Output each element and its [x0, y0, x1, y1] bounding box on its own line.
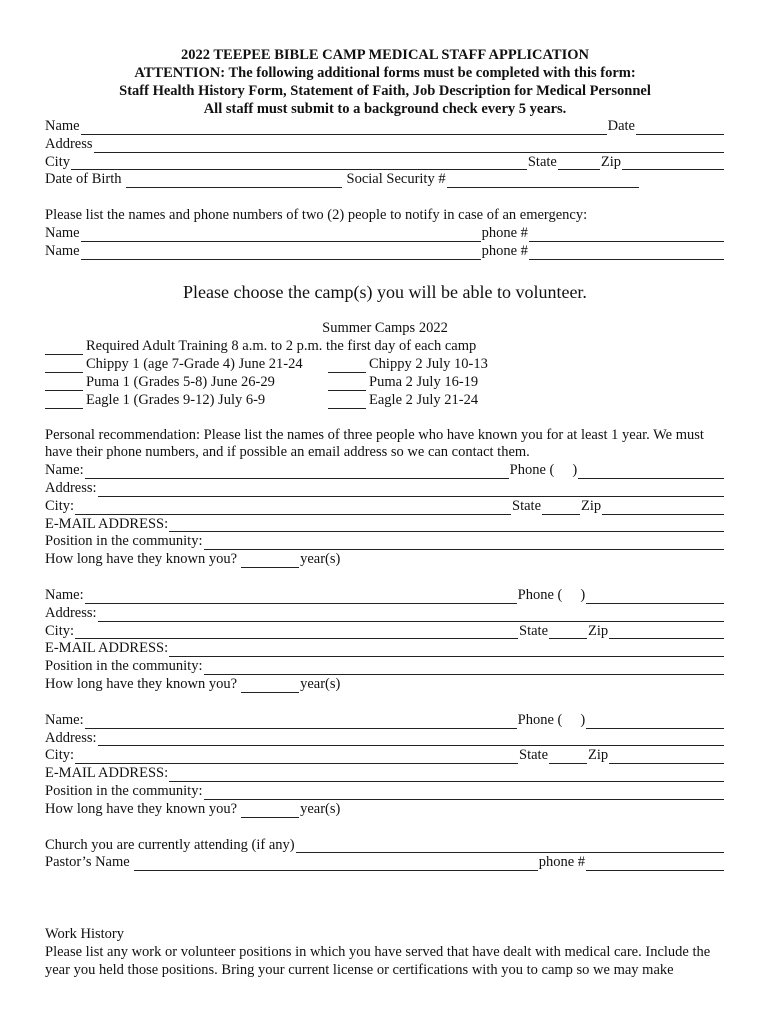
- eagle1-label: Eagle 1 (Grades 9-12) July 6-9: [86, 391, 266, 408]
- emergency-name-label: Name: [45, 224, 80, 241]
- ref-howlong-field[interactable]: [241, 679, 299, 693]
- ref-phone-field[interactable]: [586, 715, 724, 729]
- emergency-name-field[interactable]: [81, 228, 481, 242]
- ref-email-label: E-MAIL ADDRESS:: [45, 765, 169, 782]
- emergency-contact-row: [45, 225, 725, 243]
- ref-howlong-field[interactable]: [241, 554, 299, 568]
- ref-state-field[interactable]: [549, 750, 587, 764]
- pastor-phone-label: phone #: [538, 854, 586, 871]
- city-field[interactable]: [71, 156, 527, 170]
- attention-note: ATTENTION: The following additional forms must be completed with this form:: [134, 65, 636, 81]
- work-history-text: Please list any work or volunteer positions in which you have served that have dealt with medical care. Include the year you held those positions. Bring your current license or certifications with you to camp so we may make: [45, 943, 711, 978]
- name-field[interactable]: [81, 121, 607, 135]
- required-forms: Staff Health History Form, Statement of Faith, Job Description for Medical Personnel: [119, 83, 651, 99]
- state-label: State: [527, 153, 557, 170]
- pastor-row: [45, 854, 725, 872]
- training-label: Required Adult Training 8 a.m. to 2 p.m. the first day of each camp: [86, 337, 477, 354]
- ref-address-label: Address:: [45, 729, 97, 746]
- name-label: Name: [45, 118, 80, 134]
- applicant-name-row: [45, 118, 725, 136]
- ref-email-label: E-MAIL ADDRESS:: [45, 515, 169, 532]
- ref-phone-field[interactable]: [586, 590, 724, 604]
- ref-state-label: State: [519, 747, 549, 764]
- ref-position-label: Position in the community:: [45, 658, 203, 675]
- camp-choice-heading: Please choose the camp(s) you will be able to volunteer.: [183, 281, 587, 302]
- ref-zip-label: Zip: [588, 747, 609, 764]
- puma2-checkbox[interactable]: [328, 377, 366, 391]
- emergency-name-field[interactable]: [81, 246, 481, 260]
- ref-name-field[interactable]: [85, 715, 517, 729]
- ref-howlong-row: [45, 676, 725, 694]
- ref-howlong-label: How long have they known you?: [45, 551, 238, 568]
- ref-address-field[interactable]: [98, 732, 724, 746]
- ref-state-label: State: [512, 497, 542, 514]
- puma2-label: Puma 2 July 16-19: [369, 373, 479, 390]
- ref-city-row: [45, 747, 725, 765]
- ref-name-label: Name:: [45, 586, 84, 603]
- ref-email-row: [45, 765, 725, 783]
- puma1-label: Puma 1 (Grades 5-8) June 26-29: [86, 373, 275, 390]
- ref-address-row: [45, 605, 725, 623]
- recommendation-intro: Personal recommendation: Please list the names of three people who have known you for at least 1 year. We must have their phone numbers, and if possible an email address so we can contact them.: [45, 426, 704, 461]
- ref-phone-label: Phone (: [509, 462, 555, 479]
- ref-city-row: [45, 498, 725, 516]
- emergency-phone-label: phone #: [481, 224, 528, 241]
- reference-block: [45, 712, 725, 819]
- ref-email-field[interactable]: [169, 768, 724, 782]
- ref-address-label: Address:: [45, 479, 97, 496]
- ref-name-field[interactable]: [85, 590, 517, 604]
- form-title: 2022 TEEPEE BIBLE CAMP MEDICAL STAFF APPLICATION: [181, 47, 589, 63]
- ref-howlong-row: [45, 551, 725, 569]
- ref-position-row: [45, 783, 725, 801]
- ref-city-field[interactable]: [75, 501, 511, 515]
- background-check-note: All staff must submit to a background check every 5 years.: [203, 101, 567, 117]
- ref-email-row: [45, 640, 725, 658]
- ref-howlong-row: [45, 801, 725, 819]
- applicant-address-row: [45, 136, 725, 154]
- church-label: Church you are currently attending (if any): [45, 836, 295, 853]
- ref-state-field[interactable]: [549, 625, 587, 639]
- ref-years-label: year(s): [300, 675, 341, 692]
- ref-phone-field[interactable]: [578, 465, 724, 479]
- ref-email-row: [45, 516, 725, 534]
- ref-city-label: City:: [45, 497, 75, 514]
- ref-address-row: [45, 480, 725, 498]
- reference-block: [45, 587, 725, 694]
- ref-years-label: year(s): [300, 800, 341, 817]
- ref-phone-paren: ): [572, 462, 578, 479]
- chippy2-checkbox[interactable]: [328, 359, 366, 373]
- address-field[interactable]: [94, 139, 724, 153]
- applicant-dob-row: [45, 171, 725, 189]
- ref-position-row: [45, 658, 725, 676]
- ref-city-label: City:: [45, 622, 75, 639]
- ref-zip-field[interactable]: [609, 625, 724, 639]
- ref-address-row: [45, 730, 725, 748]
- ref-city-field[interactable]: [75, 625, 518, 639]
- ref-name-label: Name:: [45, 711, 84, 728]
- ref-name-row: [45, 587, 725, 605]
- ref-phone-paren: ): [580, 586, 586, 603]
- ref-email-field[interactable]: [169, 518, 724, 532]
- reference-block: [45, 462, 725, 569]
- chippy2-label: Chippy 2 July 10-13: [369, 355, 488, 372]
- ref-position-label: Position in the community:: [45, 533, 203, 550]
- eagle1-checkbox[interactable]: [45, 395, 83, 409]
- emergency-phone-label: phone #: [481, 242, 528, 259]
- ref-position-field[interactable]: [204, 661, 725, 675]
- date-label: Date: [607, 118, 635, 134]
- pastor-field[interactable]: [134, 857, 538, 871]
- camps-subtitle: Summer Camps 2022: [322, 319, 448, 336]
- zip-label: Zip: [600, 153, 621, 170]
- ref-address-field[interactable]: [98, 483, 724, 497]
- pastor-phone-field[interactable]: [586, 857, 724, 871]
- ref-name-row: [45, 712, 725, 730]
- ref-position-label: Position in the community:: [45, 782, 203, 799]
- emergency-phone-field[interactable]: [529, 228, 724, 242]
- ref-zip-label: Zip: [581, 497, 602, 514]
- dob-label: Date of Birth: [45, 171, 122, 188]
- camp-row: [45, 337, 725, 355]
- chippy1-checkbox[interactable]: [45, 359, 83, 373]
- ref-state-label: State: [519, 622, 549, 639]
- camp-row: [45, 373, 725, 391]
- emergency-phone-field[interactable]: [529, 246, 724, 260]
- ref-name-field[interactable]: [85, 465, 509, 479]
- ref-email-label: E-MAIL ADDRESS:: [45, 640, 169, 657]
- ref-position-row: [45, 533, 725, 551]
- date-field[interactable]: [636, 121, 724, 135]
- ref-phone-label: Phone (: [517, 586, 563, 603]
- ref-city-row: [45, 623, 725, 641]
- chippy1-label: Chippy 1 (age 7-Grade 4) June 21-24: [86, 355, 303, 372]
- eagle2-label: Eagle 2 July 21-24: [369, 391, 479, 408]
- ref-howlong-field[interactable]: [241, 804, 299, 818]
- ref-zip-field[interactable]: [602, 501, 724, 515]
- ref-years-label: year(s): [300, 551, 341, 568]
- ref-phone-label: Phone (: [517, 711, 563, 728]
- ref-email-field[interactable]: [169, 643, 724, 657]
- address-label: Address: [45, 135, 93, 152]
- city-label: City: [45, 153, 70, 170]
- emergency-contact-row: [45, 243, 725, 261]
- ref-state-field[interactable]: [542, 501, 580, 515]
- ssn-field[interactable]: [447, 174, 639, 188]
- ssn-label: Social Security #: [346, 171, 446, 188]
- eagle2-checkbox[interactable]: [328, 395, 366, 409]
- ref-name-label: Name:: [45, 462, 84, 479]
- ref-zip-field[interactable]: [609, 750, 724, 764]
- ref-position-field[interactable]: [204, 786, 725, 800]
- ref-name-row: [45, 462, 725, 480]
- ref-city-field[interactable]: [75, 750, 518, 764]
- emergency-prompt: Please list the names and phone numbers of two (2) people to notify in case of an emergency:: [45, 207, 588, 224]
- zip-field[interactable]: [622, 156, 724, 170]
- dob-field[interactable]: [126, 174, 342, 188]
- emergency-name-label: Name: [45, 242, 80, 259]
- ref-address-label: Address:: [45, 604, 97, 621]
- ref-position-field[interactable]: [204, 536, 725, 550]
- church-row: [45, 837, 725, 855]
- ref-city-label: City:: [45, 747, 75, 764]
- ref-phone-paren: ): [580, 711, 586, 728]
- ref-zip-label: Zip: [588, 622, 609, 639]
- application-form: [45, 46, 725, 980]
- pastor-label: Pastor’s Name: [45, 854, 130, 871]
- ref-address-field[interactable]: [98, 608, 724, 622]
- training-checkbox[interactable]: [45, 341, 83, 355]
- camp-row: [45, 355, 725, 373]
- work-history-heading: Work History: [45, 926, 124, 943]
- ref-howlong-label: How long have they known you?: [45, 800, 238, 817]
- state-field[interactable]: [558, 156, 600, 170]
- puma1-checkbox[interactable]: [45, 377, 83, 391]
- church-field[interactable]: [296, 839, 724, 853]
- ref-howlong-label: How long have they known you?: [45, 675, 238, 692]
- camp-row: [45, 391, 725, 409]
- applicant-city-row: [45, 154, 725, 172]
